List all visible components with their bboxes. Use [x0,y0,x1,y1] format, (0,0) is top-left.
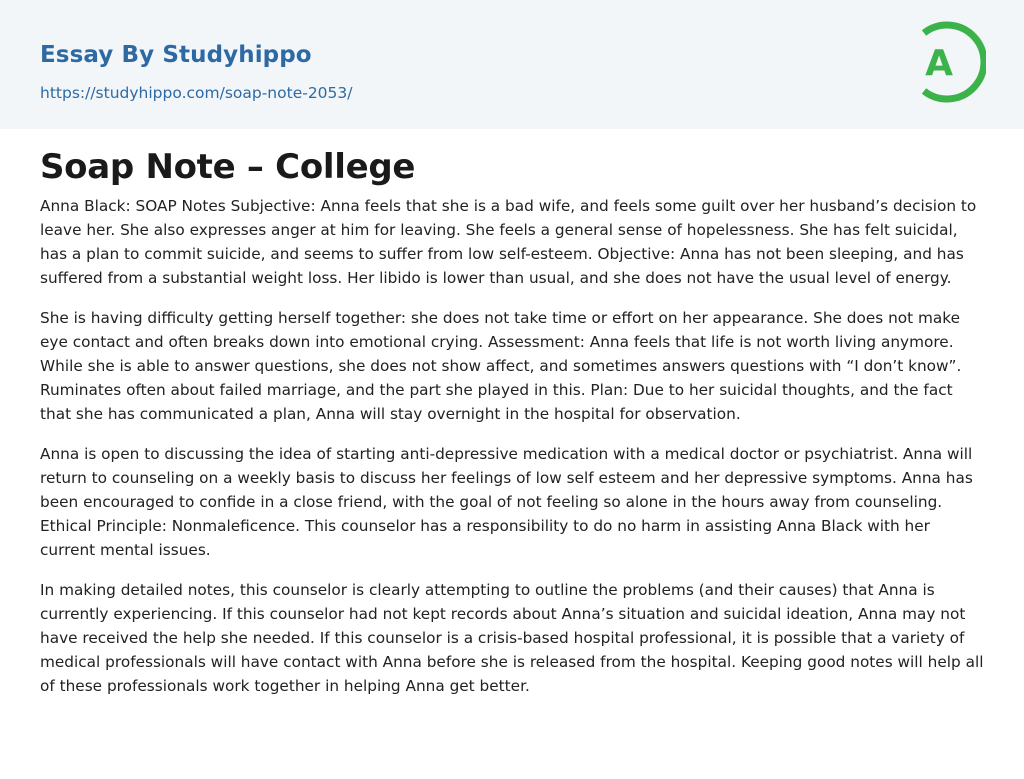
page-url-link[interactable]: https://studyhippo.com/soap-note-2053/ [40,84,353,102]
brand-title[interactable]: Essay By Studyhippo [40,42,312,68]
page-title: Soap Note – College [40,147,416,187]
studyhippo-logo-icon[interactable] [912,19,986,105]
logo-letter: A [925,43,953,84]
article-paragraph: In making detailed notes, this counselor is clearly attempting to outline the problems (and their causes) that Anna is currently experiencing. If this counselor had not kept records about Anna’s situation and suicidal ideation, Anna may not have received the help she needed. If this counselor is a crisis-based hospital professional, it is possible that a variety of medical professionals will have contact with Anna before she is released from the hospital. Keeping good notes will help all of these professionals work together in helping Anna get better. [40,581,984,695]
article-paragraph: Anna Black: SOAP Notes Subjective: Anna feels that she is a bad wife, and feels some guilt over her husband’s decision to leave her. She also expresses anger at him for leaving. She feels a general sense of hopelessness. She has felt suicidal, has a plan to commit suicide, and seems to suffer from low self-esteem. Objective: Anna has not been sleeping, and has suffered from a substantial weight loss. Her libido is lower than usual, and she does not have the usual level of energy. [40,197,977,287]
article-paragraph: She is having difficulty getting herself together: she does not take time or effort on her appearance. She does not make eye contact and often breaks down into emotional crying. Assessment: Anna feels that life is not worth living anymore. While she is able to answer questions, she does not show affect, and sometimes answers questions with “I don’t know”. Ruminates often about failed marriage, and the part she played in this. Plan: Due to her suicidal thoughts, and the fact that she has communicated a plan, Anna will stay overnight in the hospital for observation. [40,309,962,423]
article-paragraph: Anna is open to discussing the idea of starting anti-depressive medication with a medical doctor or psychiatrist. Anna will return to counseling on a weekly basis to discuss her feelings of low self esteem and her depressive symptoms. Anna has been encouraged to confide in a close friend, with the goal of not feeling so alone in the hours away from counseling. Ethical Principle: Nonmaleficence. This counselor has a responsibility to do no harm in assisting Anna Black with her current mental issues. [40,445,973,559]
article-body [40,194,988,714]
site-header [0,0,1024,129]
